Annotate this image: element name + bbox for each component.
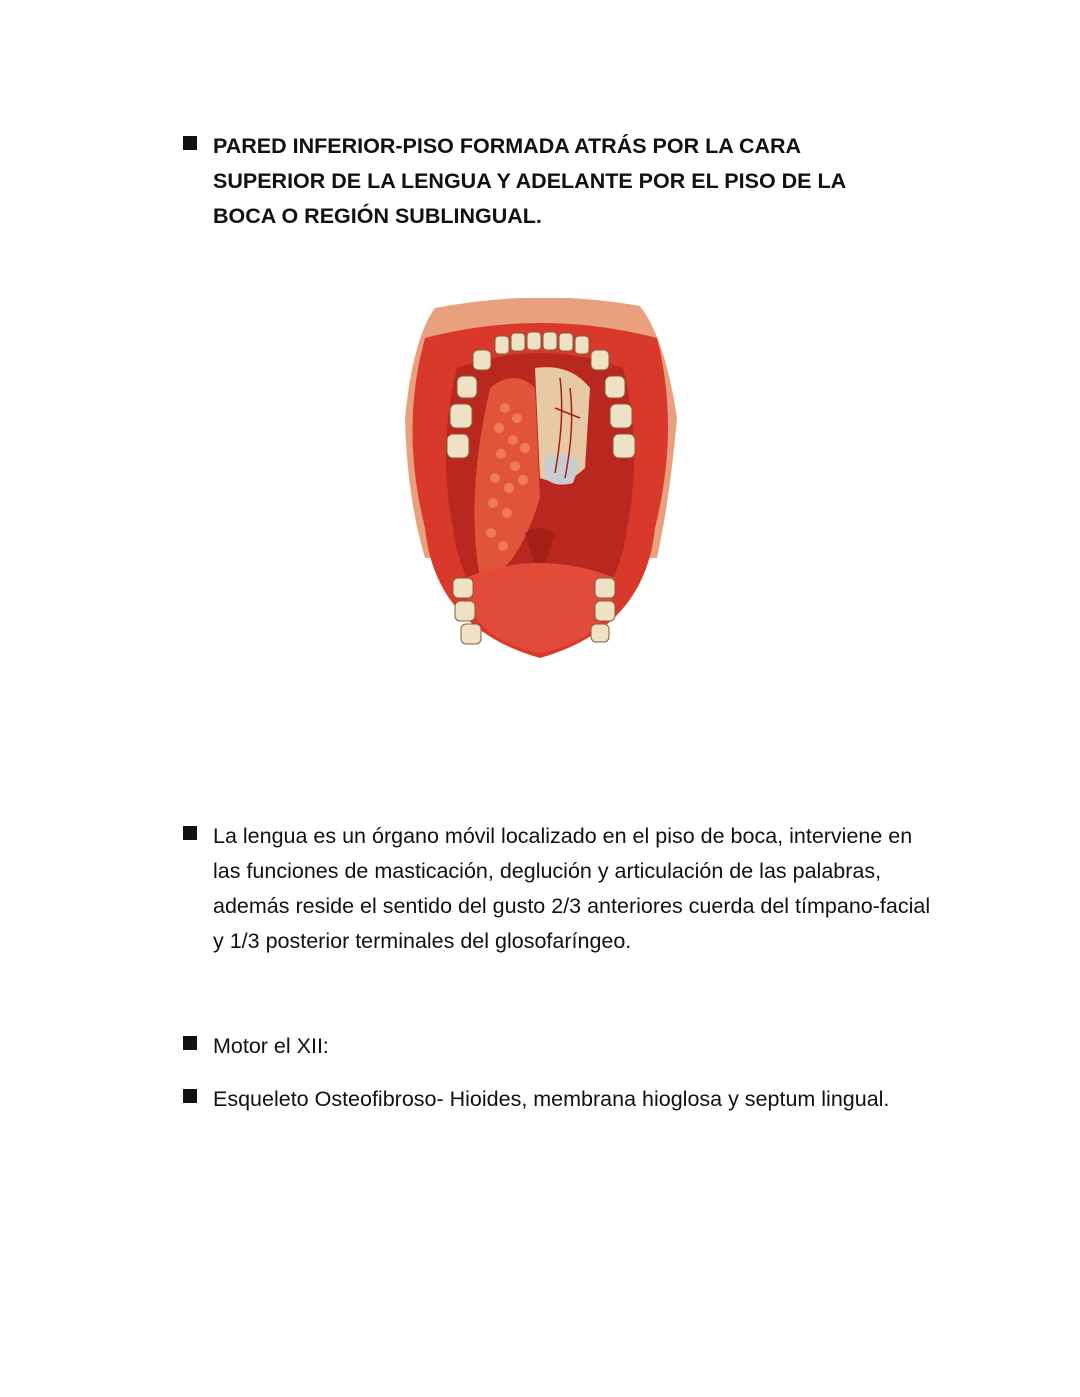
square-bullet-icon (183, 1036, 197, 1050)
oral-cavity-svg (395, 298, 685, 663)
bullet-text: La lengua es un órgano móvil localizado en el piso de boca, interviene en las funciones de masticación, deglución y articulación de las palabras, además reside el sentido del gusto 2/3 anteriores cuerda del tímpano-facial y 1/3 posterior terminales del glosofaríngeo. (213, 824, 931, 953)
bullet-text: Motor el XII: (213, 1034, 329, 1058)
square-bullet-icon (183, 136, 197, 150)
bullet-text: PARED INFERIOR-PISO FORMADA ATRÁS POR LA CARA SUPERIOR DE LA LENGUA Y ADELANTE POR EL PISO DE LA BOCA O REGIÓN SUBLINGUAL. (213, 134, 846, 228)
bullet-item-pared-inferior (183, 129, 903, 234)
bullet-item-esqueleto (183, 1082, 943, 1117)
square-bullet-icon (183, 1089, 197, 1103)
bullet-item-motor (183, 1029, 943, 1064)
bullet-item-lengua (183, 819, 943, 959)
oral-cavity-illustration (395, 298, 685, 663)
square-bullet-icon (183, 826, 197, 840)
bullet-text: Esqueleto Osteofibroso- Hioides, membrana hioglosa y septum lingual. (213, 1087, 890, 1111)
